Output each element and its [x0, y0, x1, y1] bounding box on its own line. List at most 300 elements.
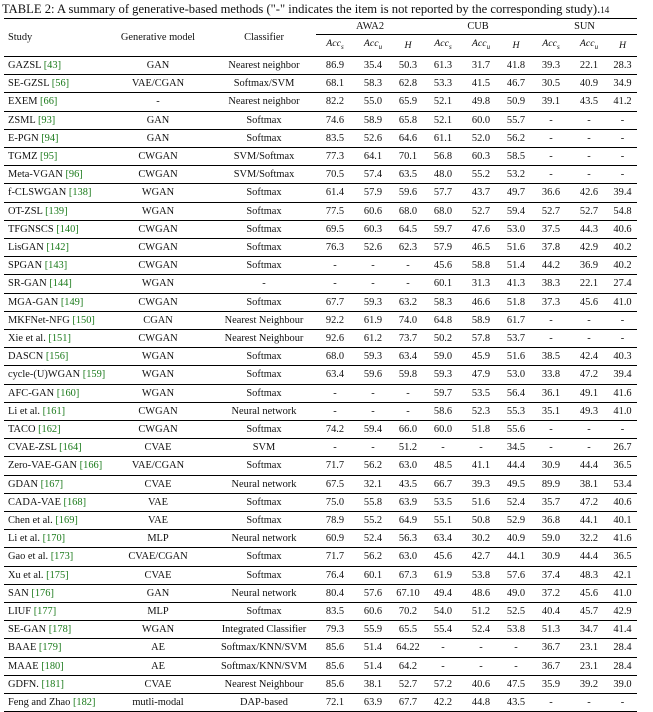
- value-cell: 36.9: [570, 257, 608, 275]
- value-cell: 67.7: [316, 293, 354, 311]
- generative-model-cell: CVAE: [104, 675, 212, 693]
- value-cell: 46.6: [462, 293, 500, 311]
- value-cell: 52.3: [462, 402, 500, 420]
- value-cell: 77.3: [316, 147, 354, 165]
- value-cell: 36.1: [532, 384, 570, 402]
- generative-model-cell: CWGAN: [104, 293, 212, 311]
- value-cell: 36.7: [532, 639, 570, 657]
- citation-link[interactable]: [176]: [31, 587, 54, 599]
- value-cell: -: [462, 639, 500, 657]
- table-row: [4, 657, 637, 675]
- value-cell: 58.5: [500, 147, 532, 165]
- value-cell: 85.6: [316, 675, 354, 693]
- value-cell: 58.3: [424, 293, 462, 311]
- generative-model-cell: CWGAN: [104, 421, 212, 439]
- value-cell: -: [354, 257, 392, 275]
- value-cell: 52.5: [500, 603, 532, 621]
- value-cell: 58.9: [354, 111, 392, 129]
- citation-link[interactable]: [150]: [72, 314, 95, 326]
- citation-link[interactable]: [96]: [65, 169, 83, 181]
- value-cell: 39.4: [608, 184, 637, 202]
- value-cell: -: [532, 147, 570, 165]
- value-cell: 40.3: [608, 348, 637, 366]
- value-cell: 53.7: [500, 330, 532, 348]
- value-cell: 65.8: [392, 111, 424, 129]
- value-cell: 57.8: [462, 330, 500, 348]
- classifier-cell: Nearest neighbor: [212, 56, 316, 74]
- generative-model-cell: WGAN: [104, 366, 212, 384]
- citation-link[interactable]: [179]: [38, 642, 62, 654]
- citation-link[interactable]: [175]: [46, 569, 69, 581]
- value-cell: 59.6: [392, 184, 424, 202]
- value-cell: 65.5: [392, 621, 424, 639]
- study-name: CADA-VAE: [8, 496, 61, 508]
- value-cell: 64.5: [392, 220, 424, 238]
- study-name: LisGAN: [8, 241, 44, 253]
- value-cell: 60.1: [354, 566, 392, 584]
- study-cell: [4, 621, 104, 639]
- value-cell: -: [316, 402, 354, 420]
- generative-model-cell: AE: [104, 639, 212, 657]
- generative-model-cell: MLP: [104, 603, 212, 621]
- study-name: SPGAN: [8, 260, 43, 272]
- value-cell: 41.1: [462, 457, 500, 475]
- value-cell: 43.7: [462, 184, 500, 202]
- value-cell: 40.6: [608, 493, 637, 511]
- study-name: SE-GZSL: [8, 78, 50, 90]
- value-cell: -: [532, 330, 570, 348]
- value-cell: 28.3: [608, 56, 637, 74]
- study-name: MGA-GAN: [8, 296, 59, 308]
- value-cell: -: [532, 439, 570, 457]
- citation-link[interactable]: [173]: [50, 551, 74, 563]
- value-cell: 40.4: [532, 603, 570, 621]
- value-cell: 49.5: [500, 475, 532, 493]
- citation-link[interactable]: [138]: [68, 187, 92, 199]
- value-cell: 92.6: [316, 330, 354, 348]
- table-row: [4, 366, 637, 384]
- value-cell: 67.5: [316, 475, 354, 493]
- study-cell: [4, 147, 104, 165]
- table-row: [4, 402, 637, 420]
- citation-link[interactable]: [180]: [41, 660, 64, 672]
- value-cell: 55.7: [500, 111, 532, 129]
- value-cell: 49.0: [500, 584, 532, 602]
- classifier-cell: Softmax: [212, 457, 316, 475]
- study-cell: [4, 129, 104, 147]
- citation-link[interactable]: [164]: [59, 442, 82, 454]
- table-row: [4, 93, 637, 111]
- classifier-cell: Nearest Neighbour: [212, 675, 316, 693]
- value-cell: 83.5: [316, 129, 354, 147]
- table-row: [4, 384, 637, 402]
- value-cell: 56.8: [424, 147, 462, 165]
- value-cell: 50.2: [424, 330, 462, 348]
- value-cell: -: [392, 275, 424, 293]
- metric-header: H: [512, 39, 520, 51]
- study-name: TACO: [8, 424, 36, 436]
- classifier-cell: Softmax: [212, 293, 316, 311]
- generative-model-header: Generative model: [120, 31, 196, 43]
- study-cell: [4, 366, 104, 384]
- value-cell: 49.8: [462, 93, 500, 111]
- classifier-cell: DAP-based: [212, 694, 316, 712]
- value-cell: 41.0: [608, 584, 637, 602]
- citation-link[interactable]: [43]: [43, 59, 62, 71]
- value-cell: 34.5: [500, 439, 532, 457]
- value-cell: 36.5: [608, 548, 637, 566]
- value-cell: -: [316, 257, 354, 275]
- value-cell: 47.5: [500, 675, 532, 693]
- study-name: ZSML: [8, 114, 36, 126]
- value-cell: 22.1: [570, 275, 608, 293]
- value-cell: 40.9: [500, 530, 532, 548]
- study-cell: [4, 111, 104, 129]
- value-cell: -: [570, 147, 608, 165]
- value-cell: 60.0: [462, 111, 500, 129]
- value-cell: 77.5: [316, 202, 354, 220]
- value-cell: -: [316, 384, 354, 402]
- generative-model-cell: CWGAN: [104, 402, 212, 420]
- value-cell: 56.3: [392, 530, 424, 548]
- study-name: Li et al.: [8, 405, 41, 417]
- study-name: GDFN.: [8, 678, 39, 690]
- study-name: SE-GAN: [8, 624, 47, 636]
- table-row: [4, 238, 637, 256]
- study-name: BAAE: [8, 642, 37, 654]
- value-cell: 52.7: [462, 202, 500, 220]
- study-name: MAAE: [8, 660, 39, 672]
- value-cell: 58.8: [462, 257, 500, 275]
- value-cell: 51.6: [462, 493, 500, 511]
- value-cell: 26.7: [608, 439, 637, 457]
- classifier-cell: Softmax: [212, 566, 316, 584]
- classifier-cell: SVM: [212, 439, 316, 457]
- generative-model-cell: WGAN: [104, 384, 212, 402]
- value-cell: 27.4: [608, 275, 637, 293]
- citation-link[interactable]: [149]: [60, 296, 84, 308]
- value-cell: 56.2: [354, 457, 392, 475]
- value-cell: -: [608, 147, 637, 165]
- value-cell: 76.3: [316, 238, 354, 256]
- value-cell: 41.0: [608, 293, 637, 311]
- citation-link[interactable]: [156]: [45, 351, 69, 363]
- value-cell: 55.2: [354, 512, 392, 530]
- value-cell: 47.6: [462, 220, 500, 238]
- value-cell: -: [570, 330, 608, 348]
- value-cell: -: [570, 439, 608, 457]
- citation-link[interactable]: [182]: [72, 697, 96, 709]
- table-row: [4, 293, 637, 311]
- value-cell: 45.9: [462, 348, 500, 366]
- citation-link[interactable]: [170]: [42, 533, 66, 545]
- value-cell: 44.4: [570, 548, 608, 566]
- value-cell: 67.7: [392, 694, 424, 712]
- value-cell: 52.4: [500, 493, 532, 511]
- generative-model-cell: CWGAN: [104, 166, 212, 184]
- table-row: [4, 439, 637, 457]
- value-cell: 52.6: [354, 129, 392, 147]
- value-cell: 45.7: [570, 603, 608, 621]
- study-cell: [4, 202, 104, 220]
- value-cell: -: [424, 657, 462, 675]
- value-cell: 51.2: [392, 439, 424, 457]
- value-cell: 68.0: [316, 348, 354, 366]
- value-cell: 51.8: [462, 421, 500, 439]
- citation-link[interactable]: [167]: [40, 478, 64, 490]
- classifier-cell: Neural network: [212, 475, 316, 493]
- value-cell: 68.1: [316, 75, 354, 93]
- value-cell: 41.3: [500, 275, 532, 293]
- classifier-cell: Nearest Neighbour: [212, 311, 316, 329]
- value-cell: -: [532, 311, 570, 329]
- value-cell: -: [424, 639, 462, 657]
- citation-link[interactable]: [144]: [49, 278, 72, 290]
- citation-link[interactable]: [142]: [46, 241, 69, 253]
- value-cell: 36.7: [532, 657, 570, 675]
- study-cell: [4, 639, 104, 657]
- value-cell: 34.9: [608, 75, 637, 93]
- citation-link[interactable]: [151]: [48, 333, 71, 344]
- study-cell: [4, 293, 104, 311]
- study-name: MKFNet-NFG: [8, 314, 70, 326]
- value-cell: 66.7: [424, 475, 462, 493]
- value-cell: 47.2: [570, 493, 608, 511]
- citation-link[interactable]: [143]: [44, 260, 68, 272]
- citation-link[interactable]: [161]: [42, 405, 66, 417]
- value-cell: 49.7: [500, 184, 532, 202]
- value-cell: 49.1: [570, 384, 608, 402]
- value-cell: 43.5: [392, 475, 424, 493]
- value-cell: 58.6: [424, 402, 462, 420]
- classifier-cell: Softmax/KNN/SVM: [212, 657, 316, 675]
- value-cell: 51.2: [462, 603, 500, 621]
- generative-model-cell: CWGAN: [104, 257, 212, 275]
- value-cell: -: [532, 694, 570, 712]
- study-name: Zero-VAE-GAN: [8, 460, 78, 472]
- value-cell: 42.9: [570, 238, 608, 256]
- study-name: CVAE-ZSL: [8, 442, 57, 454]
- value-cell: 37.8: [532, 238, 570, 256]
- value-cell: 57.6: [500, 566, 532, 584]
- value-cell: 30.2: [462, 530, 500, 548]
- classifier-cell: Nearest neighbor: [212, 93, 316, 111]
- value-cell: -: [392, 384, 424, 402]
- value-cell: 48.5: [424, 457, 462, 475]
- value-cell: 71.7: [316, 457, 354, 475]
- value-cell: 28.4: [608, 639, 637, 657]
- value-cell: 38.1: [354, 675, 392, 693]
- value-cell: -: [532, 421, 570, 439]
- value-cell: 63.4: [392, 348, 424, 366]
- table-row: [4, 548, 637, 566]
- citation-link[interactable]: [177]: [33, 606, 57, 618]
- value-cell: 52.7: [392, 675, 424, 693]
- study-name: Xu et al.: [8, 569, 44, 581]
- study-cell: [4, 238, 104, 256]
- classifier-cell: Softmax: [212, 512, 316, 530]
- generative-model-cell: GAN: [104, 56, 212, 74]
- generative-model-cell: GAN: [104, 129, 212, 147]
- value-cell: -: [354, 384, 392, 402]
- value-cell: 85.6: [316, 639, 354, 657]
- value-cell: 63.9: [392, 493, 424, 511]
- value-cell: 55.3: [500, 402, 532, 420]
- citation-link[interactable]: [66]: [40, 96, 58, 108]
- value-cell: -: [570, 421, 608, 439]
- study-cell: [4, 311, 104, 329]
- study-cell: [4, 75, 104, 93]
- value-cell: 36.5: [608, 457, 637, 475]
- study-cell: [4, 348, 104, 366]
- value-cell: 35.9: [532, 675, 570, 693]
- citation-link[interactable]: [139]: [45, 205, 68, 217]
- value-cell: 53.5: [424, 493, 462, 511]
- value-cell: -: [532, 166, 570, 184]
- value-cell: 63.4: [424, 530, 462, 548]
- value-cell: 61.4: [316, 184, 354, 202]
- value-cell: 48.3: [570, 566, 608, 584]
- value-cell: 58.9: [462, 311, 500, 329]
- study-cell: [4, 93, 104, 111]
- study-cell: [4, 548, 104, 566]
- table-row: [4, 147, 637, 165]
- generative-model-cell: VAE: [104, 493, 212, 511]
- value-cell: 41.2: [608, 93, 637, 111]
- value-cell: 64.22: [392, 639, 424, 657]
- citation-link[interactable]: [162]: [38, 424, 61, 436]
- value-cell: 44.1: [500, 548, 532, 566]
- value-cell: 62.8: [392, 75, 424, 93]
- citation-link[interactable]: [140]: [56, 223, 79, 235]
- value-cell: 41.0: [608, 402, 637, 420]
- citation-link[interactable]: [159]: [82, 369, 106, 381]
- citation-link[interactable]: [168]: [63, 496, 87, 508]
- value-cell: 66.0: [392, 421, 424, 439]
- value-cell: -: [354, 439, 392, 457]
- study-cell: [4, 275, 104, 293]
- value-cell: 39.1: [532, 93, 570, 111]
- citation-link[interactable]: [181]: [41, 678, 65, 690]
- citation-link[interactable]: [169]: [55, 515, 78, 527]
- value-cell: -: [462, 657, 500, 675]
- value-cell: 53.2: [500, 166, 532, 184]
- citation-link[interactable]: [93]: [37, 114, 56, 126]
- classifier-header: Classifier: [244, 31, 284, 43]
- value-cell: -: [608, 694, 637, 712]
- value-cell: 47.2: [570, 366, 608, 384]
- group-header-sun: SUN: [532, 19, 637, 35]
- value-cell: 55.2: [462, 166, 500, 184]
- value-cell: -: [354, 402, 392, 420]
- value-cell: 37.3: [532, 293, 570, 311]
- generative-model-cell: CWGAN: [104, 147, 212, 165]
- classifier-cell: Softmax: [212, 384, 316, 402]
- classifier-cell: Softmax: [212, 257, 316, 275]
- value-cell: -: [392, 257, 424, 275]
- table-row: [4, 184, 637, 202]
- study-name: E-PGN: [8, 132, 39, 144]
- value-cell: 59.8: [392, 366, 424, 384]
- generative-model-cell: CWGAN: [104, 330, 212, 348]
- value-cell: 40.9: [570, 75, 608, 93]
- value-cell: -: [570, 166, 608, 184]
- value-cell: 56.2: [500, 129, 532, 147]
- value-cell: 37.5: [532, 220, 570, 238]
- classifier-cell: Softmax/KNN/SVM: [212, 639, 316, 657]
- value-cell: 76.4: [316, 566, 354, 584]
- value-cell: 59.7: [424, 220, 462, 238]
- value-cell: 38.5: [532, 348, 570, 366]
- classifier-cell: Nearest Neighbour: [212, 330, 316, 348]
- classifier-cell: Softmax: [212, 366, 316, 384]
- metric-header: H: [404, 39, 412, 51]
- citation-link[interactable]: [56]: [51, 78, 70, 90]
- table-caption: [2, 2, 651, 17]
- group-header-row: [4, 19, 637, 35]
- study-name: Xie et al.: [8, 333, 46, 344]
- table-row: [4, 257, 637, 275]
- page-number: 14: [600, 5, 610, 15]
- metric-header: Acc$_u$: [579, 38, 599, 51]
- study-cell: [4, 657, 104, 675]
- table-row: [4, 530, 637, 548]
- value-cell: 54.0: [424, 603, 462, 621]
- study-cell: [4, 512, 104, 530]
- value-cell: -: [500, 657, 532, 675]
- citation-link[interactable]: [178]: [48, 624, 72, 636]
- value-cell: 39.0: [608, 675, 637, 693]
- table-row: [4, 621, 637, 639]
- study-name: AFC-GAN: [8, 387, 55, 399]
- classifier-cell: -: [212, 275, 316, 293]
- study-cell: [4, 493, 104, 511]
- value-cell: 41.6: [608, 384, 637, 402]
- generative-model-cell: WGAN: [104, 202, 212, 220]
- value-cell: 72.1: [316, 694, 354, 712]
- value-cell: 52.0: [462, 129, 500, 147]
- value-cell: 60.6: [354, 603, 392, 621]
- citation-link[interactable]: [94]: [41, 132, 59, 144]
- value-cell: 43.5: [570, 93, 608, 111]
- value-cell: 52.1: [424, 93, 462, 111]
- value-cell: 63.0: [392, 548, 424, 566]
- study-cell: [4, 603, 104, 621]
- value-cell: 59.0: [532, 530, 570, 548]
- value-cell: 59.0: [424, 348, 462, 366]
- value-cell: 28.4: [608, 657, 637, 675]
- citation-link[interactable]: [95]: [40, 150, 58, 162]
- citation-link[interactable]: [166]: [79, 460, 103, 472]
- study-cell: [4, 675, 104, 693]
- generative-model-cell: CVAE: [104, 566, 212, 584]
- value-cell: 53.4: [608, 475, 637, 493]
- value-cell: 42.2: [424, 694, 462, 712]
- value-cell: 39.4: [608, 366, 637, 384]
- value-cell: 61.2: [354, 330, 392, 348]
- metric-header: H: [618, 39, 627, 51]
- value-cell: 51.3: [532, 621, 570, 639]
- citation-link[interactable]: [160]: [56, 387, 80, 399]
- value-cell: -: [608, 421, 637, 439]
- generative-model-cell: CGAN: [104, 311, 212, 329]
- study-name: LIUF: [8, 606, 32, 618]
- value-cell: 42.1: [608, 566, 637, 584]
- value-cell: 52.4: [462, 621, 500, 639]
- value-cell: 57.2: [424, 675, 462, 693]
- caption-text: TABLE 2: A summary of generative-based methods ("-" indicates the item is not reported by the corresponding study).: [2, 2, 601, 16]
- classifier-cell: Neural network: [212, 402, 316, 420]
